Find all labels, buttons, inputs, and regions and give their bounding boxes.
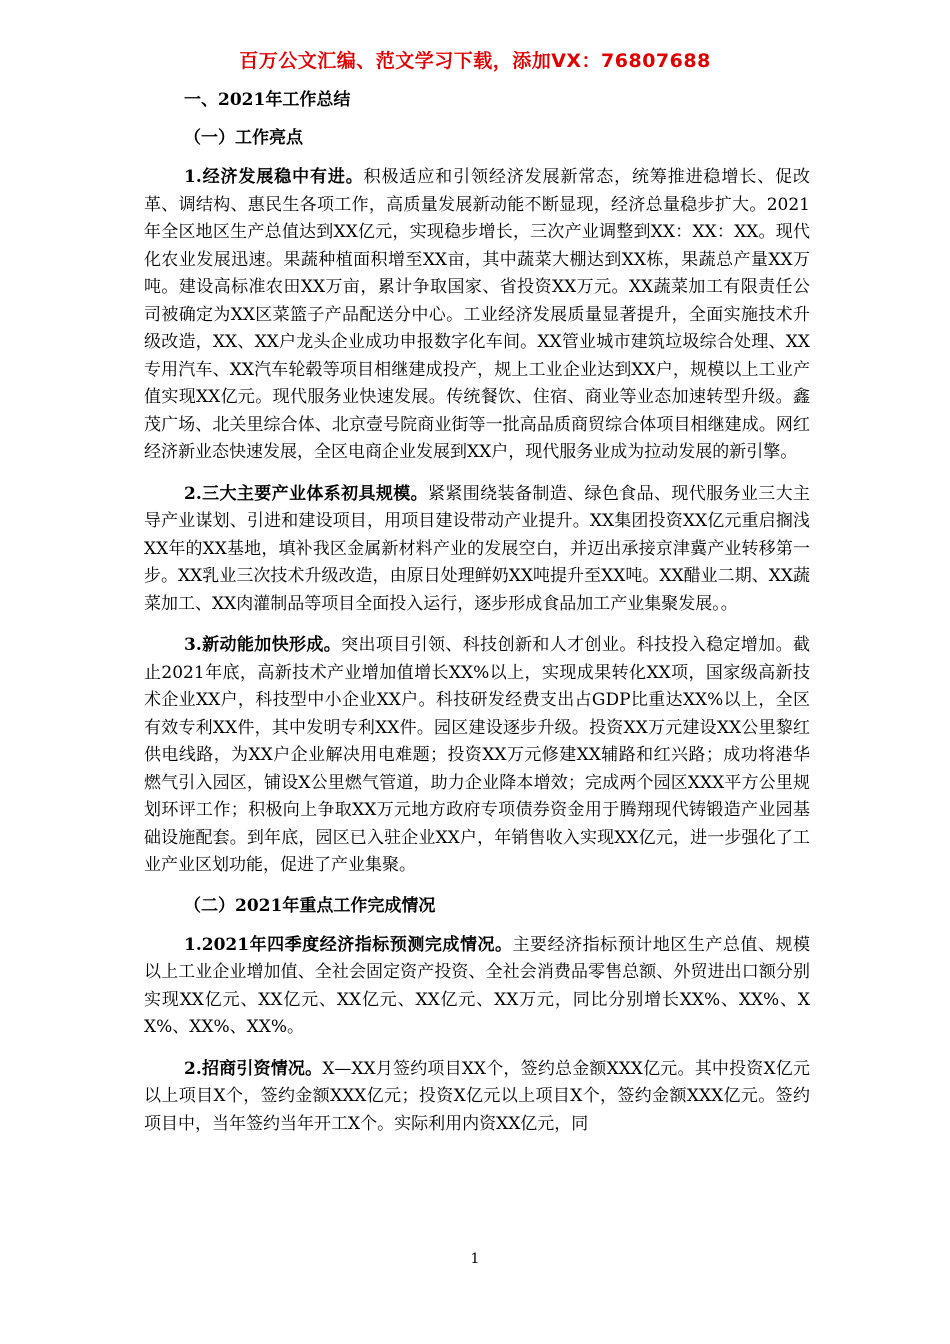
paragraph bbox=[144, 1056, 810, 1139]
paragraph-body: 积极适应和引领经济发展新常态，统筹推进稳增长、促改革、调结构、惠民生各项工作，高质量发展新动能不断显现，经济总量稳步扩大。2021年全区地区生产总值达到XX亿元，实现稳步增长，三次产业调整到XX：XX：XX。现代化农业发展迅速。果蔬种植面积增至XX亩，其中蔬菜大棚达到XX栋，果蔬总产量XX万吨。建设高标准农田XX万亩，累计争取国家、省投资XX万元。XX蔬菜加工有限责任公司被确定为XX区菜篮子产品配送分中心。工业经济发展质量显著提升，全面实施技术升级改造，XX、XX户龙头企业成功申报数字化车间。XX管业城市建筑垃圾综合处理、XX专用汽车、XX汽车轮毂等项目相继建成投产，规上工业企业达到XX户，规模以上工业产值实现XX亿元。现代服务业快速发展。传统餐饮、住宿、商业等业态加速转型升级。鑫茂广场、北关里综合体、北京壹号院商业街等一批高品质商贸综合体项目相继建成。网红经济新业态快速发展，全区电商企业发展到XX户，现代服务业成为拉动发展的新引擎。 bbox=[144, 167, 811, 462]
subsection-title: （二）2021年重点工作完成情况 bbox=[184, 895, 436, 916]
document-body bbox=[144, 88, 810, 1152]
section-title: 一、2021年工作总结 bbox=[184, 90, 351, 110]
subsection-title: （一）工作亮点 bbox=[184, 128, 303, 148]
paragraph-lead: 1.经济发展稳中有进。 bbox=[184, 167, 364, 187]
paragraph bbox=[144, 481, 810, 619]
paragraph-lead: 2.三大主要产业体系初具规模。 bbox=[184, 483, 429, 504]
paragraph-body: 突出项目引领、科技创新和人才创业。科技投入稳定增加。截止2021年底，高新技术产业增加值增长XX%以上，实现成果转化XX项，国家级高新技术企业XX户，科技型中小企业XX户。科技研发经费支出占GDP比重达XX%以上，全区有效专利XX件，其中发明专利XX件。园区建设逐步升级。投资XX万元建设XX公里黎红供电线路，为XX户企业解决用电难题；投资XX万元修建XX辅路和红兴路；成功将港华燃气引入园区，铺设X公里燃气管道，助力企业降本增效；完成两个园区XXX平方公里规划环评工作；积极向上争取XX万元地方政府专项债券资金用于腾翔现代铸锻造产业园基础设施配套。到年底，园区已入驻企业XX户，年销售收入实现XX亿元，进一步强化了工业产业区划功能，促进了产业集聚。 bbox=[144, 635, 810, 875]
paragraph-body: 紧紧围绕装备制造、绿色食品、现代服务业三大主导产业谋划、引进和建设项目，用项目建设带动产业提升。XX集团投资XX亿元重启搁浅XX年的XX基地，填补我区金属新材料产业的发展空白，并迈出承接京津冀产业转移第一步。XX乳业三次技术升级改造，由原日处理鲜奶XX吨提升至XX吨。XX醋业二期、XX蔬菜加工、XX肉灌制品等项目全面投入运行，逐步形成食品加工产业集聚发展。。 bbox=[144, 483, 810, 614]
page-number: 1 bbox=[470, 1251, 480, 1267]
paragraph bbox=[144, 632, 810, 880]
paragraph-lead: 2.招商引资情况。 bbox=[184, 1058, 323, 1079]
watermark-banner: 百万公文汇编、范文学习下载，添加VX：76807688 bbox=[239, 50, 711, 72]
paragraph-lead: 3.新动能加快形成。 bbox=[184, 635, 342, 655]
paragraph bbox=[144, 164, 810, 467]
paragraph-body: 主要经济指标预计地区生产总值、规模以上工业企业增加值、全社会固定资产投资、全社会消费品零售总额、外贸进出口额分别实现XX亿元、XX亿元、XX亿元、XX亿元、XX万元，同比分别增长XX%、XX%、XX%、XX%、XX%。 bbox=[144, 934, 810, 1037]
paragraph-lead: 1.2021年四季度经济指标预测完成情况。 bbox=[184, 934, 513, 955]
paragraph bbox=[144, 932, 810, 1042]
paragraph-body: X—XX月签约项目XX个，签约总金额XXX亿元。其中投资X亿元以上项目X个，签约金额XXX亿元；投资X亿元以上项目X个，签约金额XXX亿元。签约项目中，当年签约当年开工X个。实际利用内资XX亿元，同 bbox=[144, 1058, 810, 1134]
